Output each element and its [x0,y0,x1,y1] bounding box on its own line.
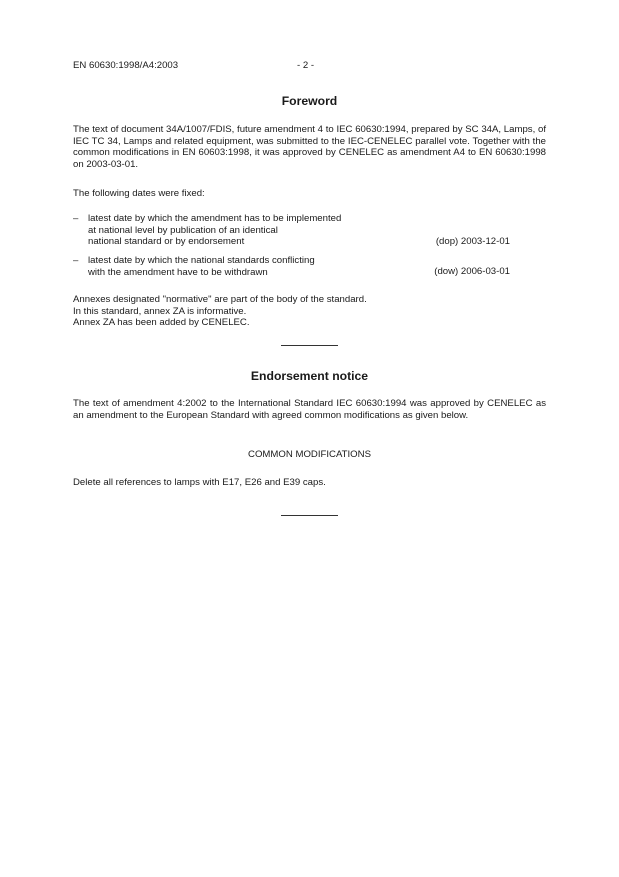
date-item-text [88,255,388,278]
annex-notes [73,294,546,329]
document-id: EN 60630:1998/A4:2003 [73,60,179,71]
annex-line: In this standard, annex ZA is informative. [73,305,247,317]
end-divider [281,515,338,516]
date-value-dop: (dop) 2003-12-01 [435,236,510,247]
endorsement-title: Endorsement notice [250,369,369,383]
common-modifications-heading: COMMON MODIFICATIONS [248,449,371,460]
date-item-text [88,213,388,248]
date-item-dow [73,255,510,279]
delete-references-text: Delete all references to lamps with E17, E26 and E39 caps. [73,477,326,488]
page-number: - 2 - [297,60,315,71]
dates-intro: The following dates were fixed: [73,188,205,199]
date-item-line: with the amendment have to be withdrawn [88,266,268,278]
date-item-line: latest date by which the national standards conflicting [88,255,315,266]
date-item-dop [73,213,510,249]
date-item-line: national standard or by endorsement [88,236,245,248]
section-divider [281,345,338,346]
date-item-line: latest date by which the amendment has to be implemented [88,213,342,224]
endorsement-paragraph: The text of amendment 4:2002 to the International Standard IEC 60630:1994 was approved by CENELEC as an amendment to the European Standard with agreed common modifications as given below. [73,398,546,421]
list-dash: – [73,255,79,266]
list-dash: – [73,213,79,224]
foreword-paragraph: The text of document 34A/1007/FDIS, future amendment 4 to IEC 60630:1994, prepared by SC 34A, Lamps, of IEC TC 34, Lamps and related equipment, was submitted to the IEC-CENELEC parallel vote. Together with the common modifications in EN 60603:1998, it was approved by CENELEC as amendment A4 to EN 60630:1998 on 2003-03-01. [73,124,546,170]
date-item-line: at national level by publication of an identical [88,224,278,236]
date-value-dow: (dow) 2006-03-01 [434,266,510,277]
annex-line: Annexes designated "normative" are part of the body of the standard. [73,294,367,305]
annex-line: Annex ZA has been added by CENELEC. [73,317,250,329]
foreword-title: Foreword [281,94,338,108]
